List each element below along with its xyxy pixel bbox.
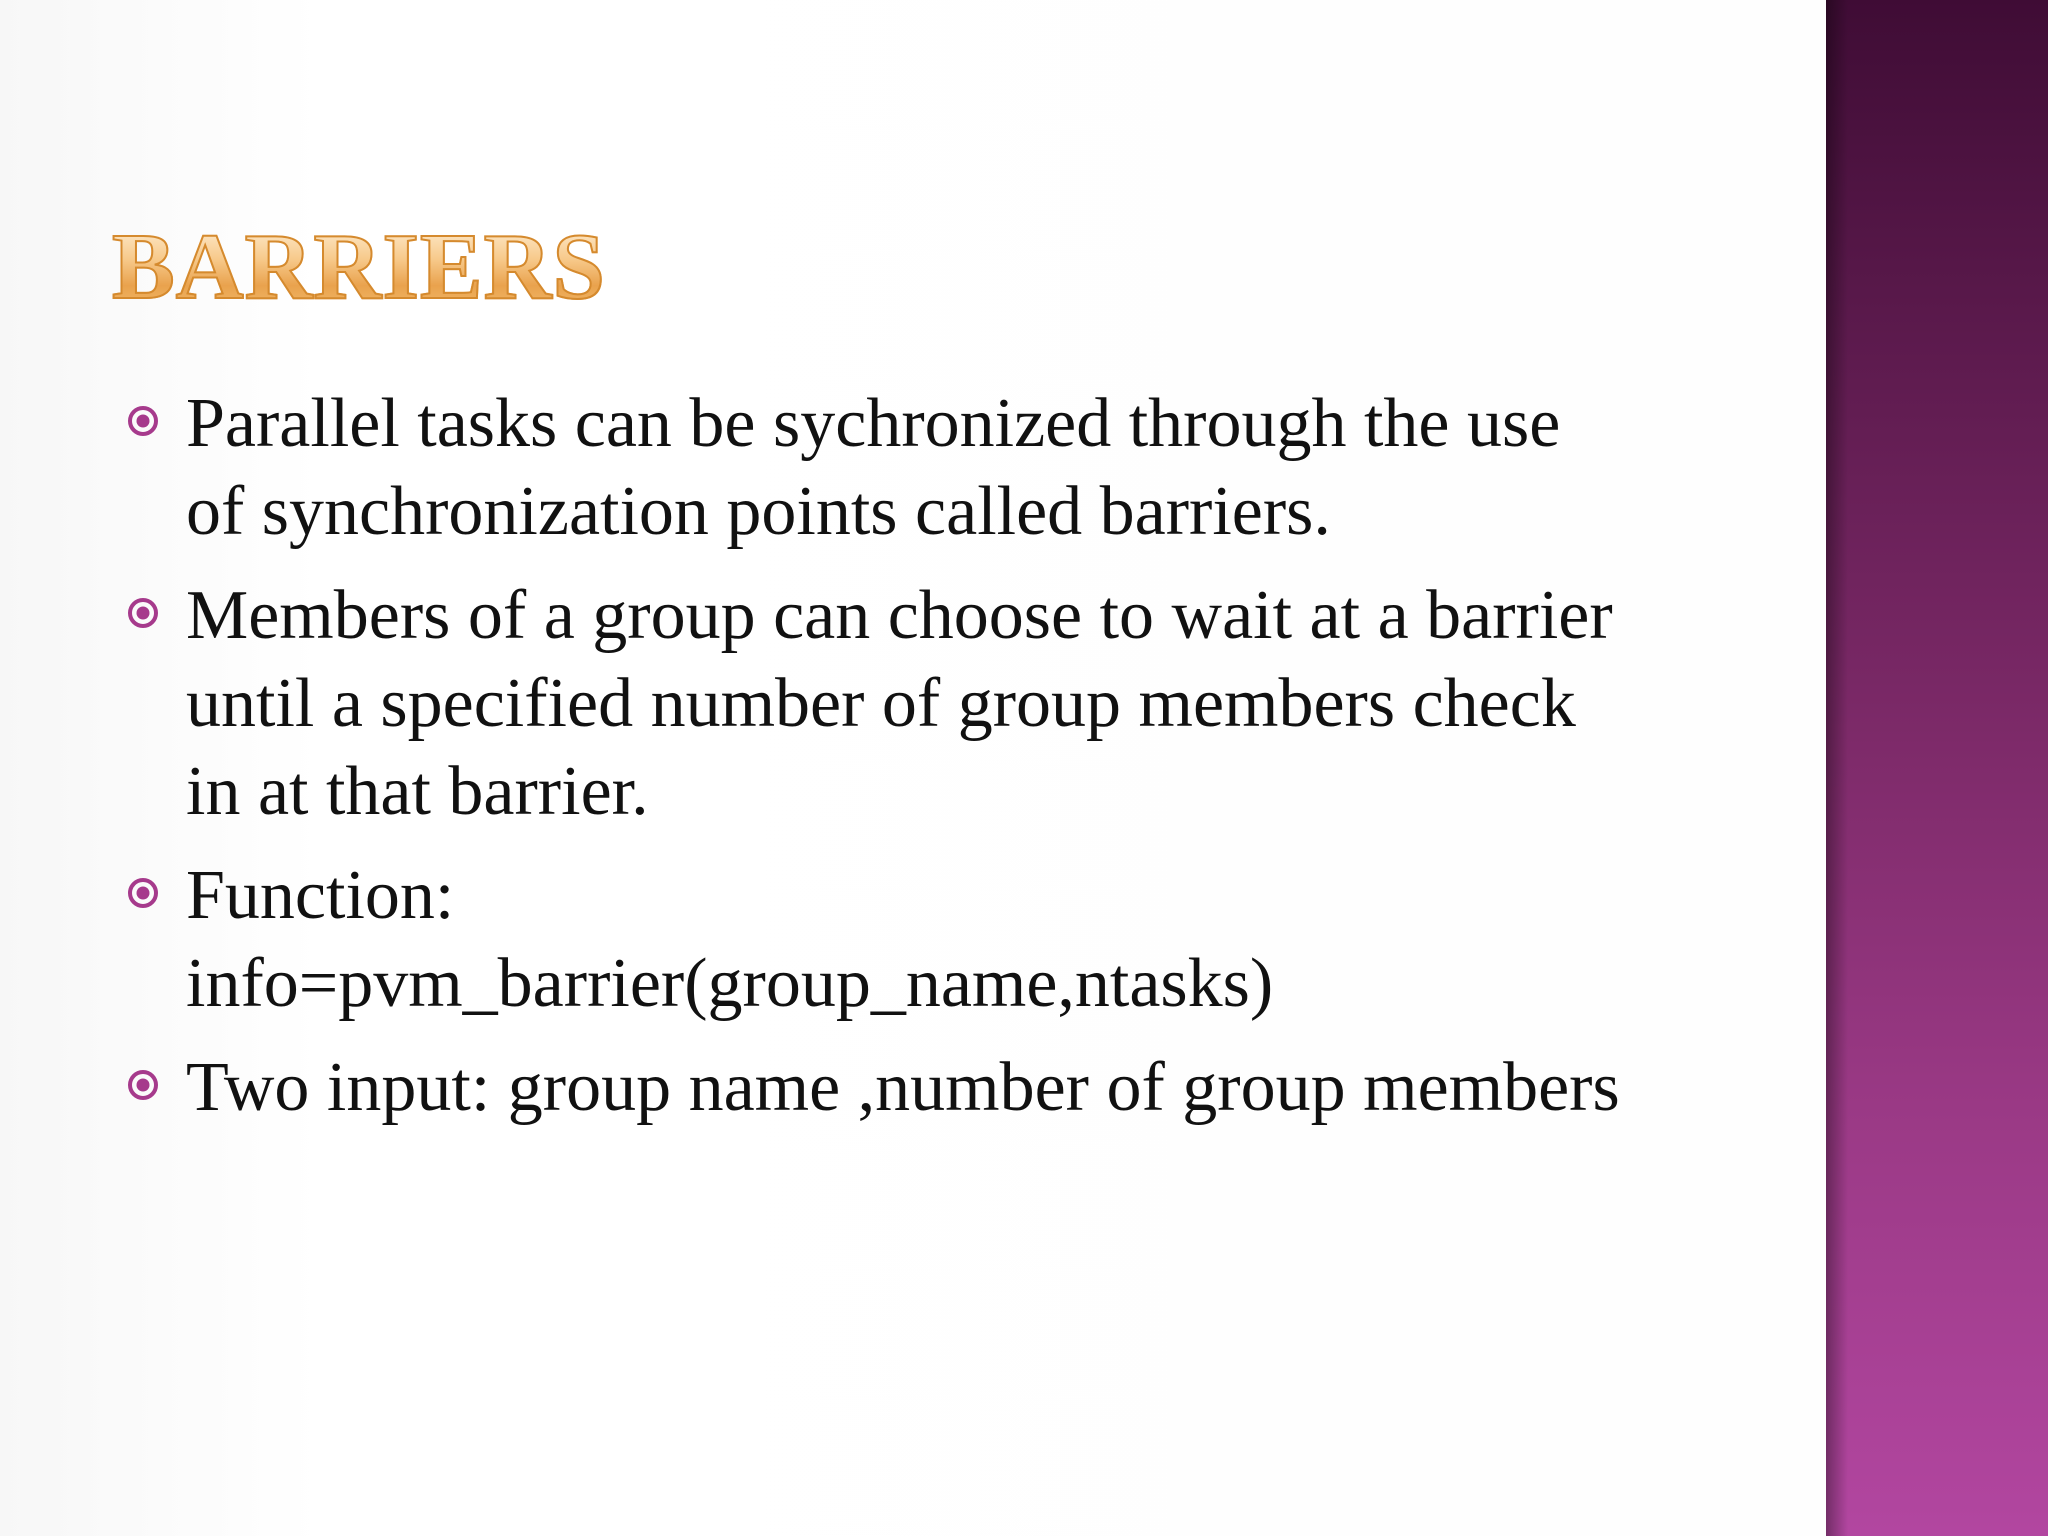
bullet-text <box>186 1044 1720 1132</box>
bullet-text <box>186 852 1720 1028</box>
bullet-item <box>120 572 1720 836</box>
bullet-line: in at that barrier. <box>186 753 649 830</box>
circle-dot-icon <box>127 405 159 437</box>
accent-bar <box>1826 0 2048 1536</box>
bullet-line: info=pvm_barrier(group_name,ntasks) <box>186 945 1274 1022</box>
bullet-item <box>120 380 1720 556</box>
circle-dot-icon <box>127 877 159 909</box>
circle-dot-icon <box>127 1069 159 1101</box>
circle-dot-icon <box>127 597 159 629</box>
bullet-line: until a specified number of group members check <box>186 665 1576 742</box>
bullet-item <box>120 1044 1720 1132</box>
bullet-line: Members of a group can choose to wait at a barrier <box>186 577 1613 654</box>
bullet-line: of synchronization points called barriers. <box>186 473 1331 550</box>
bullet-list <box>120 380 1720 1148</box>
slide-title: BARRIERS <box>112 215 606 319</box>
bullet-line: Parallel tasks can be sychronized through the use <box>186 385 1561 462</box>
bullet-text <box>186 380 1720 556</box>
bullet-item <box>120 852 1720 1028</box>
bullet-line: Two input: group name ,number of group members <box>186 1049 1620 1126</box>
bullet-text <box>186 572 1720 836</box>
bullet-line: Function: <box>186 857 455 934</box>
